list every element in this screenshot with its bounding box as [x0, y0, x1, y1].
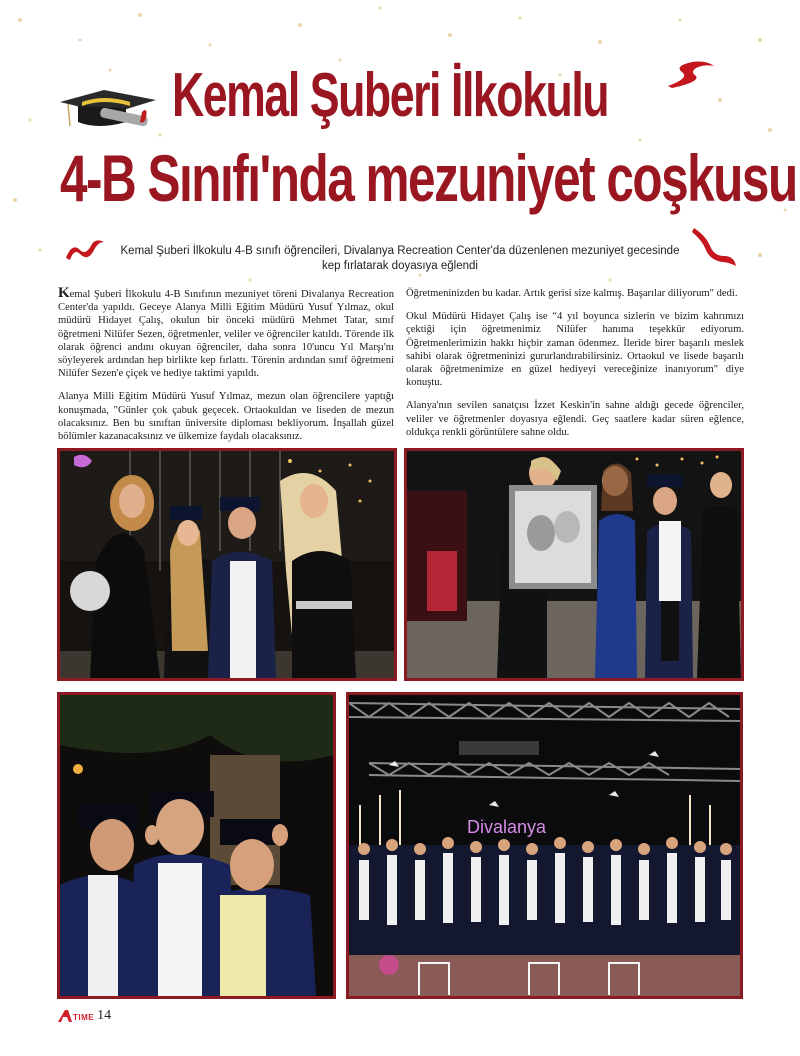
article-paragraph: Okul Müdürü Hidayet Çalış ise “4 yıl boyunca sizlerin ve bizim kahrımızı çektiği için öğretmenimiz Nilüfer hanıma teşekkür ediyorum. Öğretmenlerimizin hakkı hiçbir zaman ödenmez. İleride birer başarılı meslek sahibi olarak öğretmeninizi gururlandırabilirsiniz. Ortaokul ve lisede başarılı olarak öğretmenimize en güzel hediyeyi vereceğinize inanıyorum" diye konuştu. — [406, 311, 744, 389]
page-number: 14 — [97, 1008, 112, 1023]
logo-a-icon — [57, 1009, 73, 1023]
magazine-logo — [57, 1009, 94, 1023]
lead-line-2: kep fırlatarak doyasıya eğlendi — [322, 260, 478, 272]
ribbon-icon — [660, 58, 720, 90]
headline-line-1: Kemal Şuberi İlkokulu — [172, 61, 609, 130]
cap-toss-photo — [346, 692, 743, 999]
portrait-gift-photo — [404, 448, 744, 681]
page-footer — [57, 1006, 111, 1026]
three-graduates-photo — [57, 692, 336, 999]
article-paragraph: Kemal Şuberi İlkokulu 4-B Sınıfının mezuniyet töreni Divalanya Recreation Center'da yapıldı. Geceye Alanya Milli Eğitim Müdürü Yusuf Yılmaz, okul müdürü Hidayet Çalış, okulun bir önceki müdürü Mehmet Tatar, sınıf öğretmeni Nilüfer Sezen, öğretmenler, veliler ve öğrenciler katıldı. Törende ilk olarak öğrenci andını okuyan öğrenciler, daha sonra 10'uncu Yıl Marşı'nı söyleyerek ardından hep birlikte kep fırlattı. Törenin ardından sınıf öğretmeni Nilüfer Sezen'e çiçek ve hediye taktimi yapıldı. — [58, 285, 394, 380]
article-column-left — [58, 287, 394, 453]
venue-sign: Divalanya — [467, 817, 547, 837]
drop-cap: K — [58, 285, 70, 301]
headline-line-2: 4-B Sınıfı'nda mezuniyet coşkusu — [60, 141, 797, 215]
article-paragraph: Alanya Milli Eğitim Müdürü Yusuf Yılmaz, mezun olan öğrencilere yaptığı konuşmada, "Günler çok çabuk geçecek. Ortaokuldan ve liseden de mezun olacaksınız. Ben bu sınıftan üniversite diploması bekliyorum. İnşallah güzel bölümler kazanacaksınız ve ülkemize faydalı olacaksınız. — [58, 391, 394, 443]
article-paragraph: Öğretmeninizden bu kadar. Artık gerisi size kalmış. Başarılar diliyorum" dedi. — [406, 288, 738, 299]
article-lead — [100, 244, 700, 274]
article-paragraph: Alanya'nın sevilen sanatçısı İzzet Keskin'in sahne aldığı gecede öğrenciler, veliler ve öğretmenler doyasıya eğlendi. Geç saatlere kadar süren eğlence, oldukça renkli görüntülere sahne oldu. — [406, 400, 744, 438]
article-column-right — [406, 287, 744, 449]
family-photo — [57, 448, 397, 681]
logo-text: TIME — [73, 1013, 95, 1022]
headline — [0, 0, 800, 240]
lead-line-1: Kemal Şuberi İlkokulu 4-B sınıfı öğrencileri, Divalanya Recreation Center'da düzenlenen mezuniyet gecesinde — [120, 245, 680, 257]
